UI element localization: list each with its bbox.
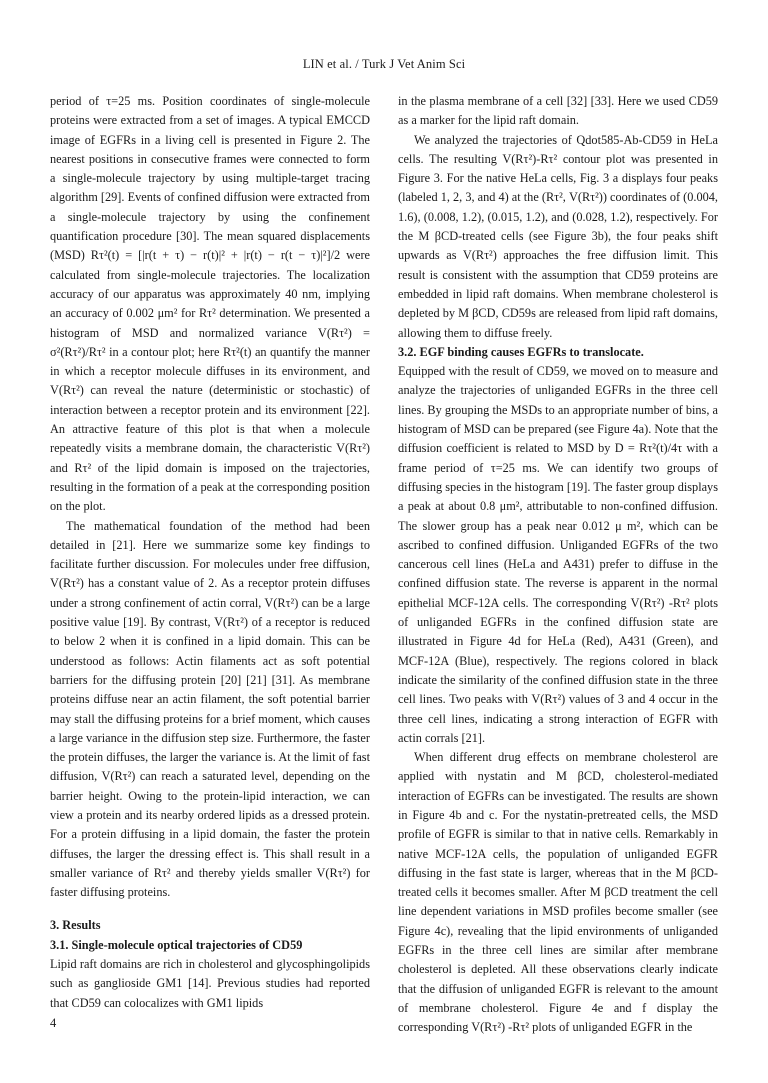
left-paragraph-3: Lipid raft domains are rich in cholesterol and glycosphingolipids such as ganglioside GM1 [14]. Previous studies had reported that CD59 can colocalizes with GM1 lipids: [50, 957, 370, 1010]
subsection-heading-3-1: 3.1. Single-molecule optical trajectories of CD59: [50, 937, 303, 952]
right-paragraph-2: We analyzed the trajectories of Qdot585-Ab-CD59 in HeLa cells. The resulting V(Rτ²)-Rτ² contour plot was presented in Figure 3. For the native HeLa cells, Fig. 3 a displays four peaks (labeled 1, 2, 3, and 4) at the (Rτ², V(Rτ²)) coordinates of (0.004, 1.6), (0.008, 1.2), (0.015, 1.2), and (0.028, 1.2), respectively. For the M βCD-treated cells (see Figure 3b), the four peaks shift upwards as V(Rτ²) approaches the free diffusion limit. This result is consistent with the assumption that CD59 proteins are embedded in lipid raft domains. When membrane cholesterol is depleted by M βCD, CD59s are released from lipid raft domains, allowing them to diffuse freely.: [398, 132, 718, 340]
page-number: 4: [50, 1016, 57, 1030]
right-paragraph-3: Equipped with the result of CD59, we moved on to measure and analyze the trajectories of unliganded EGFRs in the three cell lines. By grouping the MSDs to an appropriate number of bins, a histogram of MSD can be prepared (see Figure 4a). Note that the diffusion coefficient is related to MSD by D = Rτ²(t)/4τ with a frame period of τ=25 ms. We can identify two groups of diffusing species in the histogram [19]. The faster group displays a peak at about 0.8 μm², attributable to non-confined diffusion. The slower group has a peak near 0.012 μ m², which can be ascribed to confined diffusion. Unliganded EGFRs of the two cancerous cell lines (HeLa and A431) prefer to diffuse in the confined diffusion state. The reverse is apparent in the normal epithelial MCF-12A cells. The corresponding V(Rτ²) -Rτ² plots of unliganded EGFRs in the confined diffusion state are illustrated in Figure 4d for HeLa (Red), A431 (Green), and MCF-12A (Blue), respectively. The regions colored in black indicate the similarity of the confined diffusion state in the three cell lines. Two peaks with V(Rτ²) values of 3 and 4 occur in the three cell lines, indicating a strong interaction of EGFR with actin corrals [21].: [398, 364, 718, 745]
running-header: LIN et al. / Turk J Vet Anim Sci: [302, 57, 466, 71]
right-paragraph-4: When different drug effects on membrane cholesterol are applied with nystatin and M βCD, cholesterol-mediated interaction of EGFRs can be investigated. The results are shown in Figure 4b and c. For the nystatin-pretreated cells, the MSD profile of EGFR is similar to that in native cells. Remarkably in native MCF-12A cells, the population of unliganded EGFR diffusing in the fast state is larger, whereas that in the M βCD-treated cells it becomes smaller. After M βCD treatment the cell line dependent variations in MSD profiles become smaller (see Figure 4c), revealing that the lipid environments of unliganded EGFRs in the three cell lines are similar after membrane cholesterol is depleted. All these observations clearly indicate that the diffusion of unliganded EGFR is relevant to the amount of membrane cholesterol. Figure 4e and f display the corresponding V(Rτ²) -Rτ² plots of unliganded EGFR in the: [398, 750, 718, 1035]
right-column: [398, 92, 718, 1038]
left-paragraph-1: period of τ=25 ms. Position coordinates of single-molecule proteins were extracted from a set of images. A typical EMCCD image of EGFRs in a living cell is presented in Figure 2. The nearest positions in consecutive frames were connected to form a single-molecule trajectory by using multiple-target tracing algorithm [29]. Events of confined diffusion were extracted from a single-molecule trajectory by using the confinement quantification procedure [30]. The mean squared displacements (MSD) Rτ²(t) = [|r(t + τ) − r(t)|² + |r(t) − r(t − τ)|²]/2 were calculated from single-molecule trajectories. The localization accuracy of our apparatus was approximately 40 nm, implying an accuracy of 0.002 μm² for Rτ² determination. We presented a histogram of MSD and normalized variance V(Rτ²) = σ²(Rτ²)/Rτ² in a contour plot; here Rτ²(t) an quantify the manner in which a receptor molecule diffuses in its environment, and V(Rτ²) can reveal the nature (deterministic or stochastic) of interaction between a receptor protein and its environment [22]. An attractive feature of this plot is that when a molecule repeatedly visits a membrane domain, the characteristic V(Rτ²) and Rτ² of the lipid domain is imposed on the trajectories, resulting in the formation of a peak at the corresponding position on the plot.: [50, 94, 370, 514]
right-paragraph-1: in the plasma membrane of a cell [32] [33]. Here we used CD59 as a marker for the lipid raft domain.: [398, 94, 718, 128]
section-heading-results: 3. Results: [50, 918, 101, 933]
left-column: [50, 92, 370, 1013]
subsection-heading-3-2: 3.2. EGF binding causes EGFRs to translocate.: [398, 344, 644, 359]
left-paragraph-2: The mathematical foundation of the method had been detailed in [21]. Here we summarize some key findings to facilitate further discussion. For molecules under free diffusion, V(Rτ²) has a constant value of 2. As a receptor protein diffuses under a strong confinement of actin corral, V(Rτ²) can be a large positive value [19]. By contrast, V(Rτ²) of a receptor is reduced to below 2 when it is confined in a lipid domain. This can be understood as follows: Actin filaments act as soft potential barriers for the diffusing protein [20] [21] [31]. As membrane proteins diffuse near an actin filament, the soft potential barrier may stall the diffusing proteins for a brief moment, which causes a large variance in the diffusion step size. Furthermore, the faster the protein diffuses, the larger the variance is. At the limit of fast diffusion, V(Rτ²) can reach a saturated level, depending on the barrier height. Owing to the protein-lipid interaction, we can view a protein and its nearby ordered lipids as a dressed protein. For a protein diffusing in a lipid domain, the faster the protein diffuses, the larger the dressing effect is. This shall result in a smaller variance of Rτ² and thereby yields smaller V(Rτ²) for faster diffusing proteins.: [50, 518, 370, 900]
